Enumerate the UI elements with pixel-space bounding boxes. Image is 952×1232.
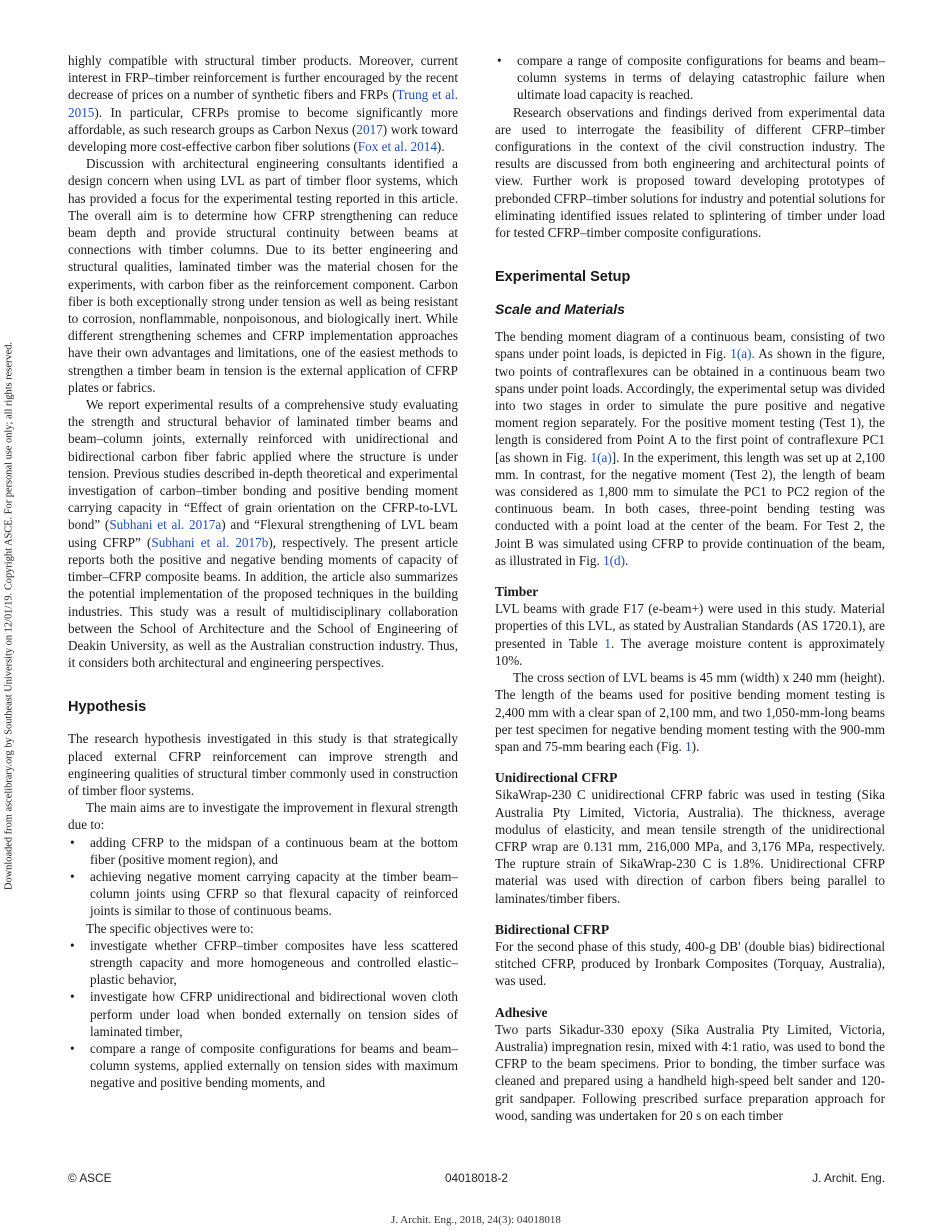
text-run: ) and “Flexural strengthening of LVL beam using CFRP” ( <box>68 517 458 550</box>
scale-materials-heading: Scale and Materials <box>495 301 625 318</box>
aims-intro: The main aims are to investigate the improvement in flexural strength due to: <box>68 800 458 833</box>
timber-paragraph-1 <box>495 600 885 669</box>
aims-list <box>68 834 458 920</box>
objectives-list-continued <box>495 52 885 104</box>
text-run: ). In particular, CFRPs promise to become significantly more affordable, as such research groups as Carbon Nexus ( <box>68 104 458 137</box>
intro-paragraph-1 <box>68 52 458 155</box>
copyright-label: © ASCE <box>68 1171 112 1185</box>
list-item: • investigate how CFRP unidirectional and bidirectional woven cloth perform under load when bonded externally on tension sides of laminated timber, <box>68 988 458 1040</box>
bidirectional-cfrp-heading: Bidirectional CFRP <box>495 921 610 937</box>
left-column <box>68 52 458 1092</box>
text-run: ). <box>436 139 445 155</box>
text-run: ). <box>691 738 700 754</box>
text-run: . <box>625 552 629 568</box>
bidirectional-paragraph: For the second phase of this study, 400-g DB' (double bias) bidirectional stitched CFRP, produced by Ironbark Composites (Torquay, Australia), was used. <box>495 938 885 989</box>
scale-paragraph <box>495 328 885 569</box>
text-run: ) work toward developing more cost-effective carbon fiber solutions ( <box>68 121 458 155</box>
text-run: LVL beams with grade F17 (e-beam+) were used in this study. Material properties of this LVL, as stated by Australian Standards (AS 1720.1), are presented in Table <box>495 601 885 651</box>
figure-link-1a[interactable]: 1(a) <box>590 449 612 465</box>
timber-heading: Timber <box>495 584 539 600</box>
list-item: • investigate whether CFRP–timber composites have less scattered strength capacity and more homogeneous and controlled elastic–plastic behavior, <box>68 937 458 989</box>
list-item: • achieving negative moment carrying capacity at the timber beam–column joints using CFRP so that flexural capacity of reinforced joints is similar to those of continuous beams. <box>68 868 458 920</box>
intro-paragraph-2: Discussion with architectural engineering consultants identified a design concern when using LVL as part of timber floor systems, which has provided a focus for the experimental testing reported in this article. The overall aim is to determine how CFRP strengthening can reduce beam depth and provide structural continuity between beams at connections with timber columns. Due to its better engineering and structural qualities, laminated timber was the material chosen for the experiments, with carbon fiber as the reinforcement component. Carbon fiber is both exceptionally strong under tension as well as being resistant to corrosion, nonflammable, nonpoisonous, and biologically inert. While different strengthening schemes and CFRP implementation approaches have their own advantages and limitations, one of the easiest methods to strengthen a timber beam in tension is the external application of CFRP plates or fabrics. <box>68 156 458 395</box>
objectives-intro: The specific objectives were to: <box>86 920 254 936</box>
citation-link-trung-2015[interactable]: Trung et al. 2015 <box>68 87 458 120</box>
journal-name: J. Archit. Eng. <box>812 1171 885 1185</box>
unidirectional-paragraph: SikaWrap-230 C unidirectional CFRP fabric was used in testing (Sika Australia Pty Limited, Victoria, Australia). The thickness, average modulus of elasticity, and mean tensile strength of the unidirectional CFRP wrap are 0.131 mm, 216,000 MPa, and 3,176 MPa, respectively. The rupture strain of SikaWrap-230 C is 1.8%. Unidirectional CFRP material was used with direction of carbon fibers being parallel to laminates/timber fibers. <box>495 787 885 906</box>
hypothesis-paragraph: The research hypothesis investigated in this study is that strategically placed external CFRP reinforcement can improve strength and engineering qualities of structural timber commonly used in construction of timber floor systems. <box>68 731 458 798</box>
list-item: • compare a range of composite configurations for beams and beam–column systems in terms of delaying catastrophic failure when ultimate load capacity is reached. <box>495 52 885 104</box>
text-run: highly compatible with structural timber products. Moreover, current interest in FRP–timber reinforcement is further encouraged by the recent decrease of prices on a number of synthetic fibers and FRPs ( <box>68 53 458 103</box>
timber-paragraph-2 <box>495 669 885 755</box>
text-run: ]. In the experiment, this length was set up at 2,100 mm. In contrast, for the negative moment (Test 2), the length of beam was considered as 1,800 mm to simulate the PC1 to PC2 region of the continuous beam. In both cases, three-point bending testing was conducted with a point load at the center of the beam. For Test 2, the Joint B was simulated using CFRP to provide continuation of the beam, as illustrated in Fig. <box>495 449 886 568</box>
figure-link-1[interactable]: 1 <box>685 738 692 754</box>
list-item: • adding CFRP to the midspan of a continuous beam at the bottom fiber (positive moment region), and <box>68 834 458 868</box>
adhesive-heading: Adhesive <box>495 1004 548 1020</box>
hypothesis-heading: Hypothesis <box>68 699 147 716</box>
observations-paragraph: Research observations and findings derived from experimental data are used to interrogate the feasibility of different CFRP–timber configurations in the context of the civil construction industry. The results are discussed from both engineering and architectural points of view. Further work is proposed toward developing prototypes of prebonded CFRP–timber solutions for industry and potential solutions for eliminating identified issues related to splintering of timber under load for tested CFRP–timber composite configurations. <box>495 104 885 241</box>
experimental-setup-heading: Experimental Setup <box>495 269 631 286</box>
text-run: The cross section of LVL beams is 45 mm (width) x 240 mm (height). The length of the beams used for positive bending moment testing is 2,400 mm with a clear span of 2,100 mm, and two 1,050-mm-long beams per test specimen for negative bending moment testing with the 900-mm span and 75-mm bearing each (Fig. <box>495 670 885 754</box>
text-run: We report experimental results of a comprehensive study evaluating the strength and structural behavior of laminated timber beams and beam–column joints, externally reinforced with unidirectional and bidirectional carbon fiber fabric applied where the structure is under tension. Previous studies described in-depth theoretical and experimental investigation of carbon–timber bonding and positive bending moment carrying capacity in “Effect of grain orientation on the CFRP-to-LVL bond” ( <box>68 397 458 533</box>
figure-link-1d[interactable]: 1(d) <box>603 552 626 568</box>
figure-link-1a[interactable]: 1(a). <box>730 346 755 362</box>
citation-link-carbon-nexus-2017[interactable]: 2017 <box>356 121 383 137</box>
text-run: The bending moment diagram of a continuous beam, consisting of two spans under point loads, is depicted in Fig. <box>495 329 885 362</box>
page-number: 04018018-2 <box>445 1171 508 1185</box>
right-column <box>495 52 885 1124</box>
text-run: . The average moisture content is approximately 10%. <box>495 635 885 668</box>
unidirectional-cfrp-heading: Unidirectional CFRP <box>495 770 618 786</box>
download-notice-sidebar <box>2 290 16 942</box>
download-notice-text: Downloaded from ascelibrary.org by Southeast University on 12/01/19. Copyright ASCE. For personal use only; all rights reserved. <box>3 341 15 891</box>
intro-paragraph-3 <box>68 396 458 671</box>
citation-link-subhani-2017a[interactable]: Subhani et al. 2017a <box>109 517 222 533</box>
journal-citation: J. Archit. Eng., 2018, 24(3): 04018018 <box>391 1214 561 1226</box>
citation-link-fox-2014[interactable]: Fox et al. 2014 <box>357 139 437 155</box>
objectives-list <box>68 937 458 1092</box>
adhesive-paragraph: Two parts Sikadur-330 epoxy (Sika Australia Pty Limited, Victoria, Australia) impregnation resin, mixed with 4:1 ratio, was used to bond the CFRP to the beam specimens. Prior to bonding, the timber surface was cleaned and prepared using a handheld high-speed belt sander and 120-grit sandpaper. Following prescribed surface preparation approach for wood, sanding was undertaken for 20 s on each timber <box>495 1021 885 1123</box>
table-link-1[interactable]: 1 <box>604 635 611 651</box>
text-run: As shown in the figure, two points of contraflexures can be obtained in a continuous beam two spans under point loads. Accordingly, the experimental setup was divided into two stages in order to simulate the pure positive and negative moment region separately. For the positive moment testing (Test 1), the length is considered from Point A to the first point of contraflexure PC1 [as shown in Fig. <box>495 346 885 465</box>
page-footer <box>68 1171 885 1187</box>
text-run: ), respectively. The present article reports both the positive and negative bending moments of capacity of timber–CFRP composite beams. In addition, the article also summarizes the potential implementation of the proposed techniques in the building industries. This study was a result of multidisciplinary collaboration between the School of Architecture and the School of Engineering of Deakin University, as well as the Australian construction industry. Thus, it considers both architectural and engineering perspectives. <box>68 534 458 671</box>
list-item: • compare a range of composite configurations for beams and beam–column systems, applied externally on tension sides with maximum negative and positive bending moments, and <box>68 1040 458 1092</box>
citation-link-subhani-2017b[interactable]: Subhani et al. 2017b <box>151 534 269 550</box>
